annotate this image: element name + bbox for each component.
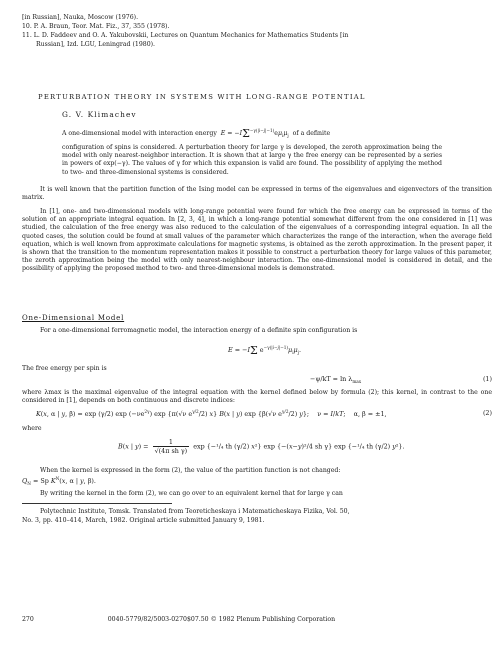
article-author: G. V. Klimachev [62,110,137,119]
where-label: where [22,425,42,432]
partition-function-formula: $Q_N = Sp$ $K^N(x$, α | y, β). [22,476,96,486]
footnote-line-1: Polytechnic Institute, Tomsk. Translated from Teoreticheskaya i Matematicheskaya Fizika, Vol. 50, [40,508,350,515]
footnote-line-2: No. 3, pp. 410–414, March, 1982. Original article submitted January 9, 1981. [22,517,265,524]
equation-number-1: (1) [482,375,492,383]
reference-line: Russian], Izd. LGU, Leningrad (1980). [36,41,156,48]
reference-line: 10. P. A. Braun, Teor. Mat. Fiz., 37, 355 (1978). [22,23,170,30]
page-footer [22,616,335,624]
where-text: where λmax is the maximal eigenvalue of the integral equation with the kernel defined below by formula (2); this kernel, in contrast to the one considered in [1], depends on both continuous and discrete indices: [22,389,492,405]
abstract-prefix: A one-dimensional model with interaction energy [62,130,217,137]
abstract-body: configuration of spins is considered. A perturbation theory for large γ is developed, the zeroth approximation being the model with only nearest-neighbor interaction. It is shown that at large γ the free energy can be represented by a series in powers of exp(−γ). The values of γ for which this expansion is valid are found. The possibility of applying the method to two- and three-dimensional systems is considered. [62,144,442,176]
kernel-equation: K(x, α | y, β) = exp (γ/2) $\exp (-\nu e^{2\gamma})$ exp {π(√ν $e^{\gamma/2}/2$) x} B(x | y) exp {β(√ν $e^{\gamma/2}/2$) y}; ν = I/kT; α, β = ±1, [36,409,387,418]
abstract-suffix: of a definite [292,130,331,137]
body-paragraph-1: It is well known that the partition function of the Ising model can be expressed in terms of the eigenvalues and eigenvectors of the transition matrix. [22,186,492,202]
equation-number-2: (2) [482,409,492,417]
b-kernel-equation: B(x | y) = $\frac{1}{\text{√(4π sh γ)}}$ exp {−¹/₄ th (γ/2) x²} exp {−(x−y)²/4 sh γ} exp {−¹/₄ th (γ/2) y²}. [118,438,405,455]
publisher-code: 0040-5779/82/5003-0270$07.50 © 1982 Plenum Publishing Corporation [107,616,336,623]
abstract-energy-formula: $E = -I\Sigma^{-\gamma(|i-j|-1)}e\mu_i\mu_j$ [220,127,289,140]
energy-equation: E = −IΣ $e^{-\gamma(|i-j|-1)}\mu_i\mu_j$. [228,344,302,357]
free-energy-equation: $-\psi/kT = \ln \lambda_{max}$ [310,375,362,384]
body-paragraph-2: In [1], one- and two-dimensional models with long-range potential were found for which the free energy can be expressed in terms of the solution of an appropriate integral equation. In [2, 3, 4], in which a long-range potential somewhat different from the one considered in [1] was studied, the calculation of the free energy was also reduced to the calculation of the eigenvalues of a corresponding integral equation. In all the quoted cases, the solution could be found at small values of the parameter which characterizes the range of the interaction, when the average field equation, which is well known from approximate calculations for magnetic systems, is obtained as the zeroth approximation. In the present paper, it is shown that the transition to the momentum representation makes it possible to construct a perturbation theory for large values of this parameter, the zeroth approximation being the model with only nearest-neighbour interaction. The one-dimensional model is considered in detail, and the possibility of applying the proposed method to two- and three-dimensional models is demonstrated. [22,208,492,273]
section-intro: For a one-dimensional ferromagnetic model, the interaction energy of a definite spin configuration is [40,327,358,334]
free-energy-intro: The free energy per spin is [22,365,107,372]
reference-line: [in Russian], Nauka, Moscow (1976). [22,14,139,21]
kernel-text: When the kernel is expressed in the form (2), the value of the partition function is not changed: [40,467,341,474]
last-line: By writing the kernel in the form (2), we can go over to an equivalent kernel that for large γ can [40,490,343,497]
footnote-rule [22,503,172,504]
section-heading: One-Dimensional Model [22,314,125,322]
page-number: 270 [22,616,34,623]
abstract-first-line [62,127,442,140]
article-title: PERTURBATION THEORY IN SYSTEMS WITH LONG-RANGE POTENTIAL [38,93,366,101]
reference-line: 11. L. D. Faddeev and O. A. Yakubovskii, Lectures on Quantum Mechanics for Mathematics Students [in [22,32,349,39]
